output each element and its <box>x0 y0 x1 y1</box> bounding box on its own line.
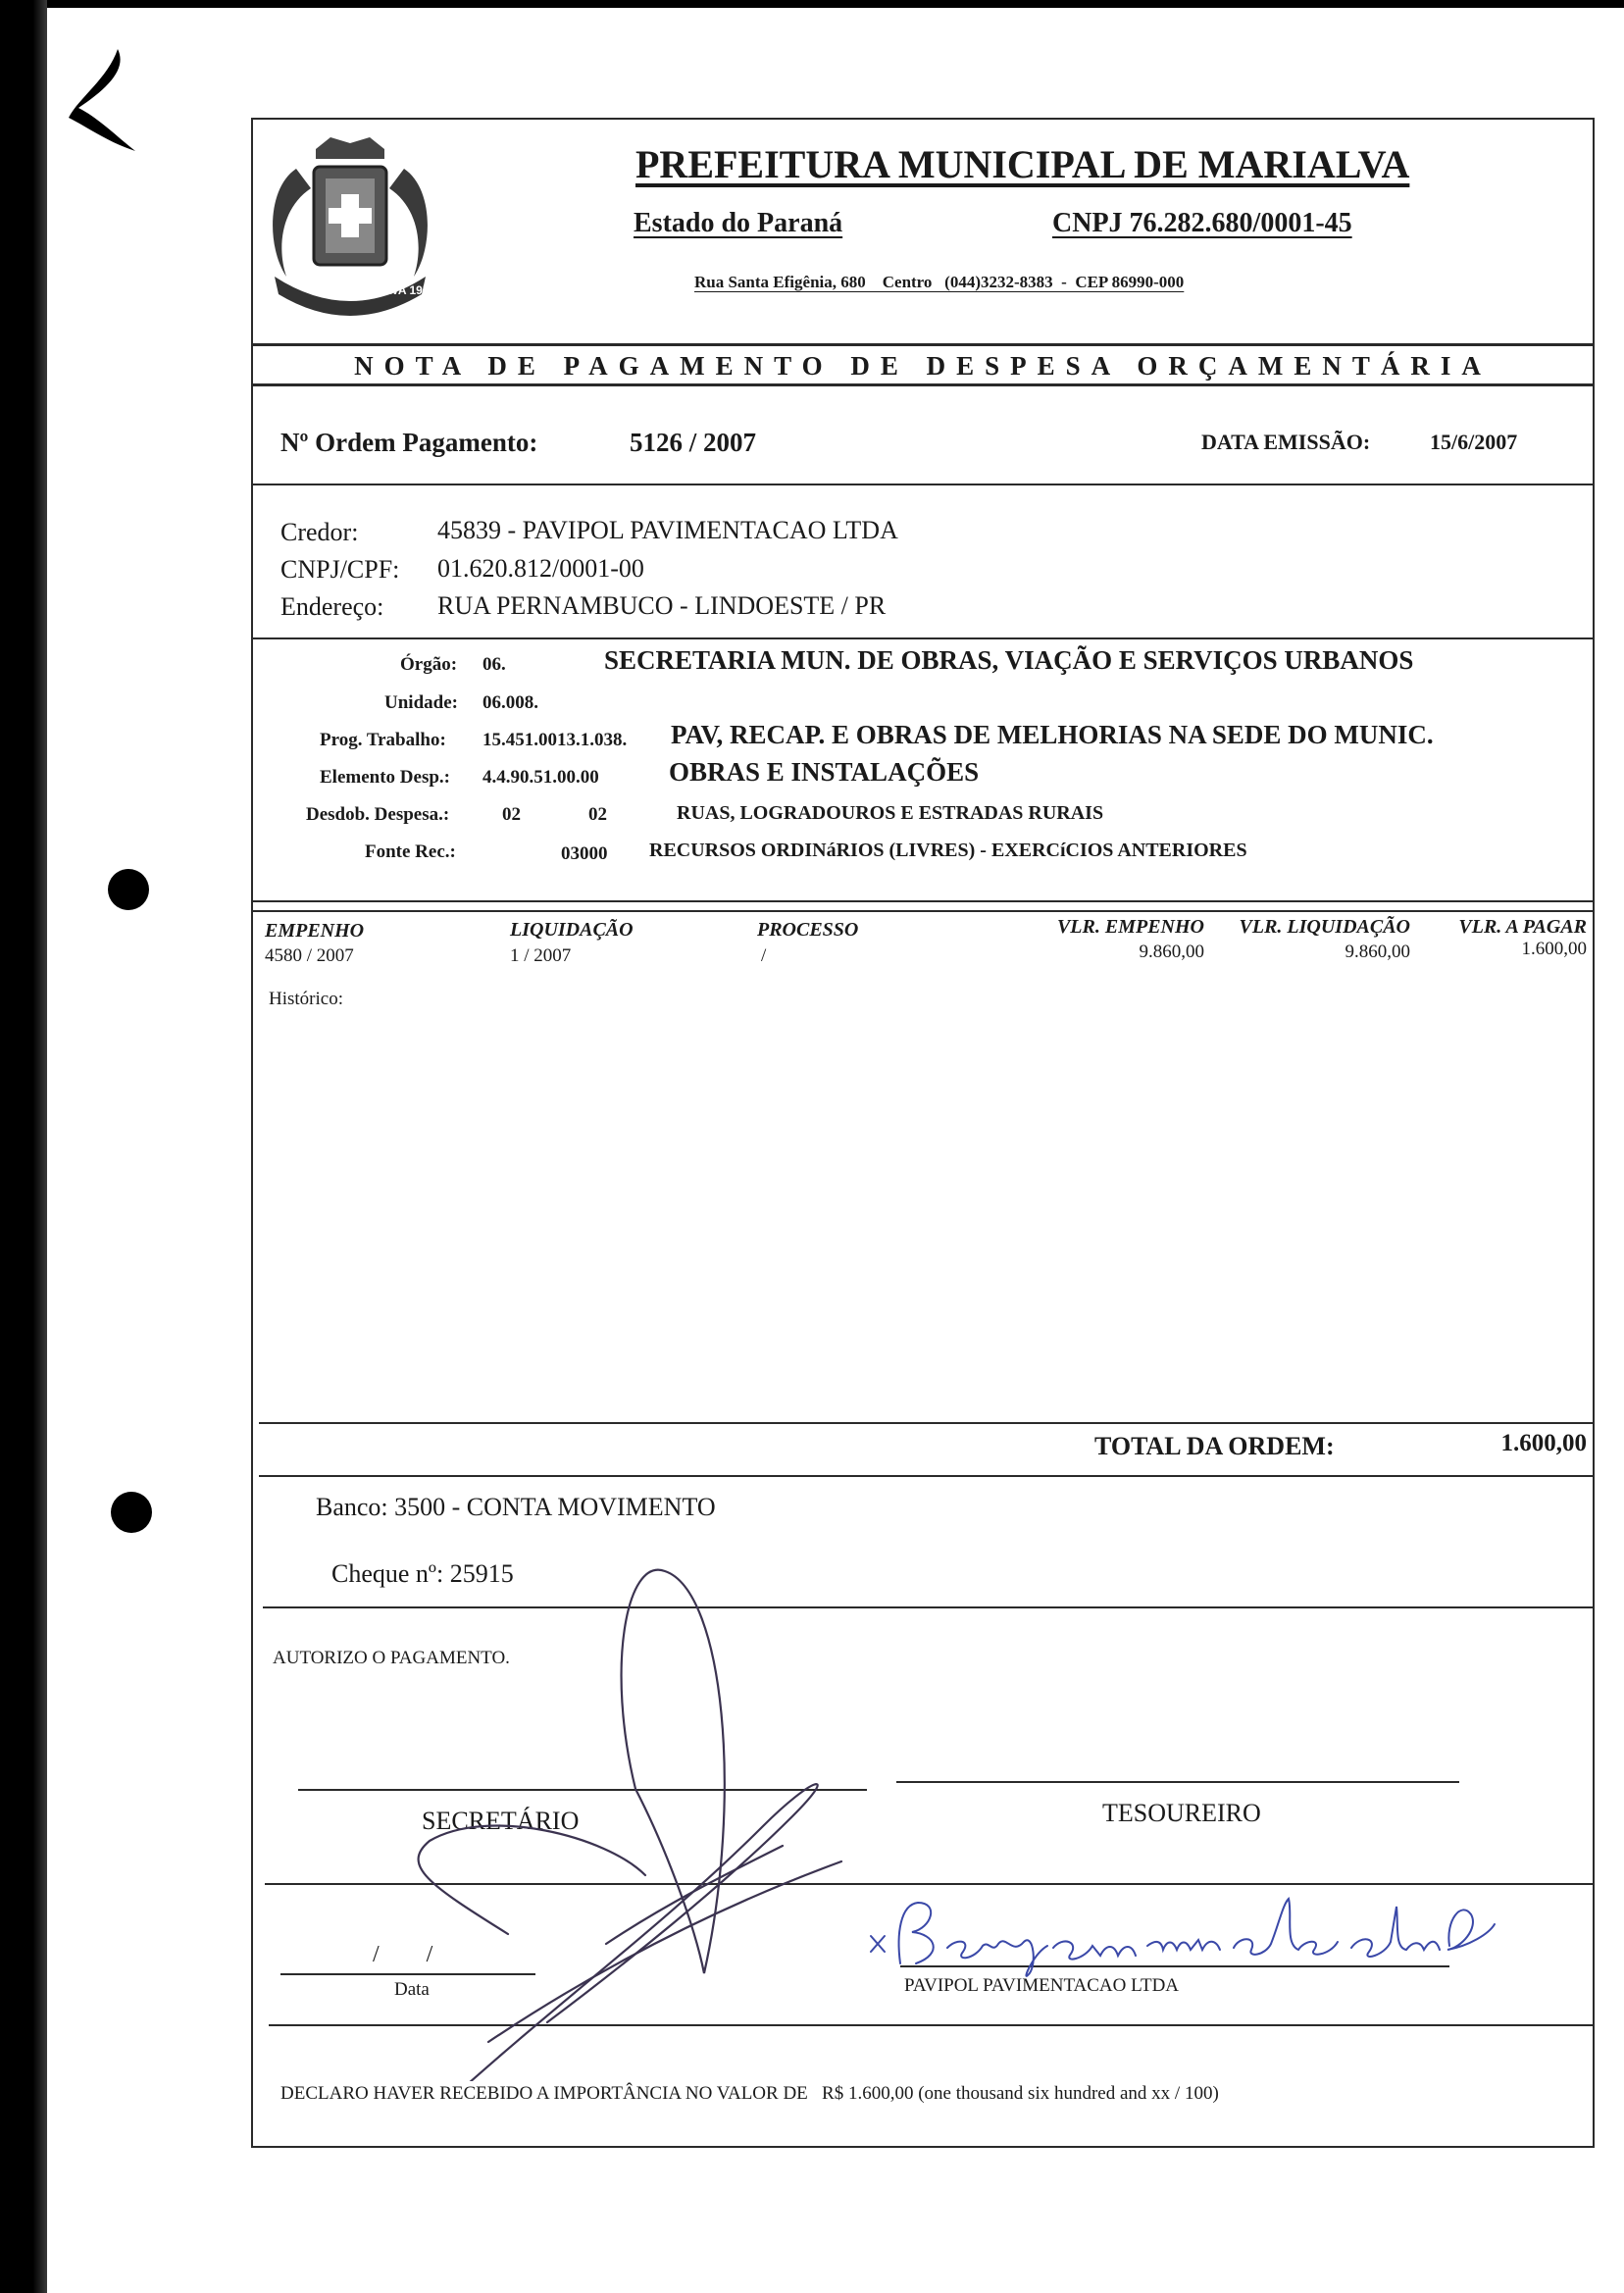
cell-vlr-liquidacao: 9.860,00 <box>1345 942 1410 962</box>
orgao-code: 06. <box>482 654 506 675</box>
fonte-desc: RECURSOS ORDINáRIOS (LIVRES) - EXERCíCIOS ANTERIORES <box>649 840 1247 861</box>
desdob-desc: RUAS, LOGRADOUROS E ESTRADAS RURAIS <box>677 802 1104 824</box>
divider <box>259 1475 1593 1477</box>
emission-label: DATA EMISSÃO: <box>1201 430 1371 454</box>
municipality-cnpj: CNPJ 76.282.680/0001-45 <box>1052 208 1352 238</box>
crest-banner-text: 1951 MARIALVA 1953 <box>317 283 436 297</box>
authorization-text: AUTORIZO O PAGAMENTO. <box>273 1648 510 1668</box>
desdob-label: Desdob. Despesa.: <box>306 804 450 825</box>
payee-name: PAVIPOL PAVIMENTACAO LTDA <box>904 1975 1180 1996</box>
address-value: RUA PERNAMBUCO - LINDOESTE / PR <box>437 591 887 620</box>
secretario-label: SECRETÁRIO <box>422 1807 580 1835</box>
receipt-declaration: DECLARO HAVER RECEBIDO A IMPORTÂNCIA NO VALOR DE R$ 1.600,00 (one thousand six hundred and xx / 100) <box>280 2083 1219 2104</box>
punch-hole-top <box>108 869 149 910</box>
col-header-vlr-liquidacao: VLR. LIQUIDAÇÃO <box>1239 916 1410 938</box>
col-header-empenho: EMPENHO <box>265 920 365 942</box>
punch-hole-bottom <box>111 1492 152 1533</box>
col-header-liquidacao: LIQUIDAÇÃO <box>510 919 634 941</box>
scan-left-edge <box>0 0 47 2293</box>
elemento-label: Elemento Desp.: <box>320 767 450 788</box>
fonte-label: Fonte Rec.: <box>365 841 456 862</box>
emission-date: 15/6/2007 <box>1430 430 1518 454</box>
divider <box>259 1422 1593 1424</box>
col-header-processo: PROCESSO <box>757 919 859 941</box>
total-value: 1.600,00 <box>1500 1430 1587 1456</box>
cell-liquidacao: 1 / 2007 <box>510 945 572 966</box>
order-label: Nº Ordem Pagamento: <box>280 428 538 457</box>
credor-value: 45839 - PAVIPOL PAVIMENTACAO LTDA <box>437 516 898 544</box>
credor-label: Credor: <box>280 518 359 546</box>
cnpj-value: 01.620.812/0001-00 <box>437 554 644 583</box>
prog-label: Prog. Trabalho: <box>320 730 446 750</box>
prog-code: 15.451.0013.1.038. <box>482 730 628 750</box>
cell-vlr-empenho: 9.860,00 <box>1139 942 1204 962</box>
divider <box>253 484 1593 485</box>
elemento-code: 4.4.90.51.00.00 <box>482 767 599 788</box>
corner-tear-mark <box>49 49 147 157</box>
scan-top-edge <box>0 0 1624 8</box>
desdob-code-2: 02 <box>588 804 607 825</box>
doc-title: NOTA DE PAGAMENTO DE DESPESA ORÇAMENTÁRIA <box>354 351 1492 381</box>
cnpj-label: CNPJ/CPF: <box>280 555 400 584</box>
historico-label: Histórico: <box>269 989 343 1009</box>
payment-note-form <box>251 118 1595 2148</box>
date-slashes: / / <box>373 1942 433 1967</box>
cheque-number: Cheque nº: 25915 <box>331 1559 514 1588</box>
tesoureiro-label: TESOUREIRO <box>1102 1799 1261 1827</box>
cell-vlr-a-pagar: 1.600,00 <box>1521 939 1587 959</box>
payee-signature <box>861 1885 1498 1993</box>
cell-processo: / <box>761 945 767 966</box>
divider <box>253 900 1593 902</box>
unidade-code: 06.008. <box>482 692 538 713</box>
municipality-title: PREFEITURA MUNICIPAL DE MARIALVA <box>635 142 1410 186</box>
prog-desc: PAV, RECAP. E OBRAS DE MELHORIAS NA SEDE DO MUNIC. <box>671 720 1434 749</box>
divider <box>253 637 1593 639</box>
address-label: Endereço: <box>280 592 384 621</box>
total-label: TOTAL DA ORDEM: <box>1094 1432 1335 1460</box>
doc-title-band <box>253 343 1593 386</box>
unidade-label: Unidade: <box>384 692 458 713</box>
state-name: Estado do Paraná <box>634 208 843 238</box>
tesoureiro-signature-line <box>896 1781 1459 1783</box>
municipality-address: Rua Santa Efigênia, 680 Centro (044)3232-8383 - CEP 86990-000 <box>694 273 1185 291</box>
divider <box>253 910 1593 912</box>
orgao-label: Órgão: <box>400 654 458 675</box>
order-number: 5126 / 2007 <box>630 428 757 457</box>
orgao-desc: SECRETARIA MUN. DE OBRAS, VIAÇÃO E SERVIÇOS URBANOS <box>604 645 1414 675</box>
bank-account: Banco: 3500 - CONTA MOVIMENTO <box>316 1493 716 1521</box>
date-label: Data <box>394 1979 430 2000</box>
elemento-desc: OBRAS E INSTALAÇÕES <box>669 757 980 787</box>
col-header-vlr-empenho: VLR. EMPENHO <box>1056 916 1204 938</box>
fonte-code: 03000 <box>561 843 608 864</box>
col-header-vlr-a-pagar: VLR. A PAGAR <box>1458 916 1587 938</box>
secretario-signature <box>312 1552 900 2081</box>
cell-empenho: 4580 / 2007 <box>265 945 354 966</box>
desdob-code-1: 02 <box>502 804 521 825</box>
